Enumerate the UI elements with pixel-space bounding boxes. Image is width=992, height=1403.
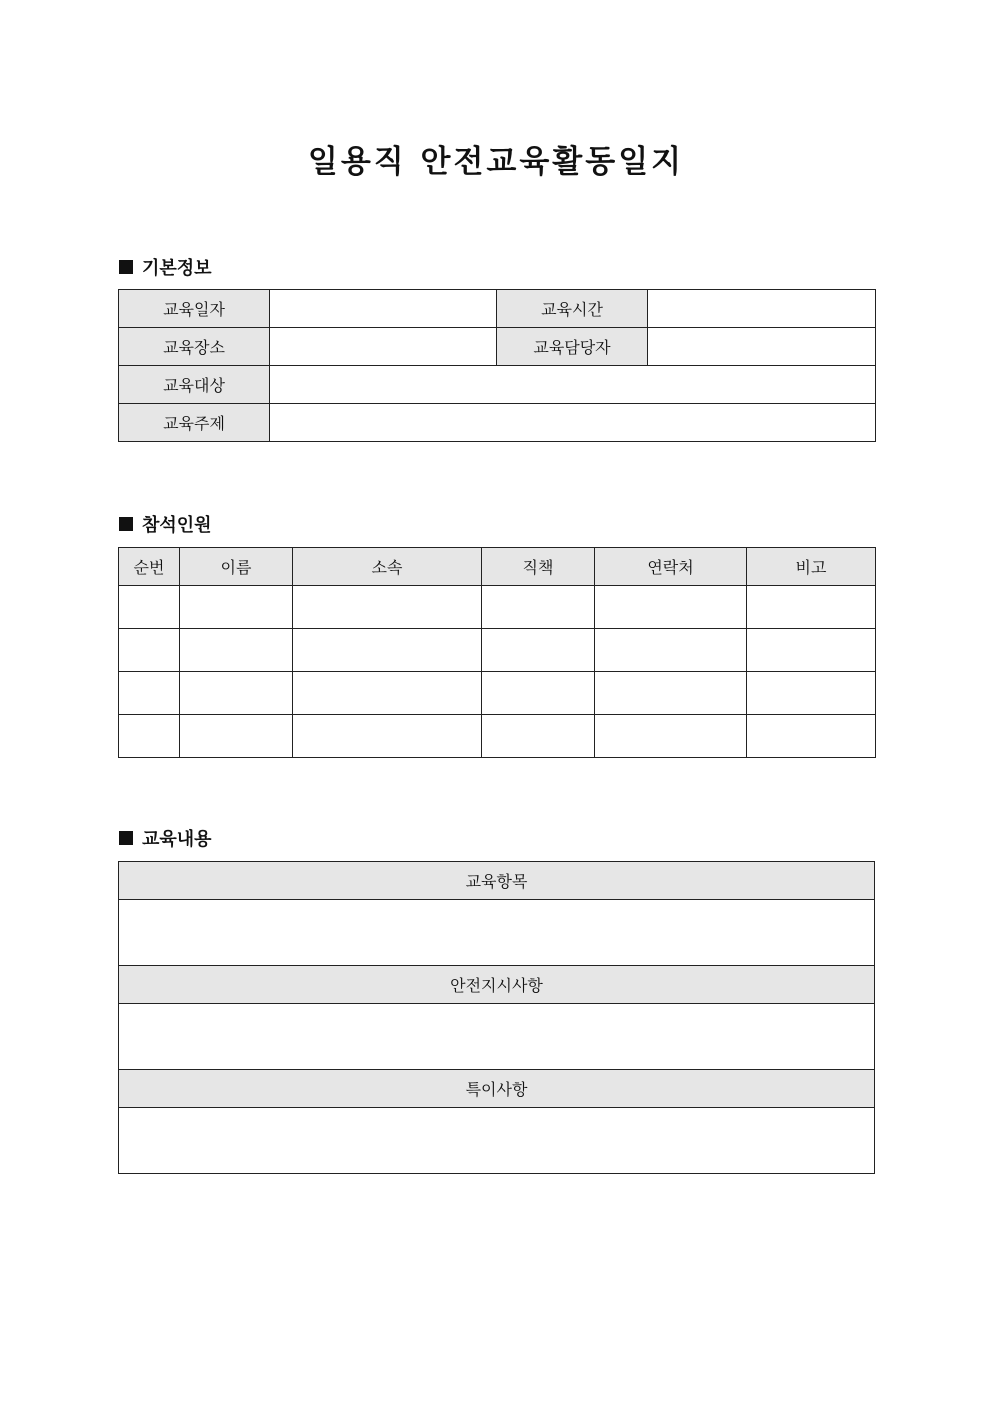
table-cell[interactable] xyxy=(595,672,747,715)
section-heading-attendees xyxy=(119,511,212,537)
table-cell[interactable] xyxy=(747,629,876,672)
table-cell[interactable] xyxy=(119,672,180,715)
table-header-row xyxy=(119,548,876,586)
table-row xyxy=(119,629,876,672)
column-header-affiliation: 소속 xyxy=(293,548,482,586)
table-header-row xyxy=(119,1070,875,1108)
table-row xyxy=(119,715,876,758)
label-education-items: 교육항목 xyxy=(119,862,875,900)
table-row xyxy=(119,1004,875,1070)
label-education-manager: 교육담당자 xyxy=(497,328,648,366)
table-cell[interactable] xyxy=(747,672,876,715)
table-cell[interactable] xyxy=(595,715,747,758)
section-heading-label: 기본정보 xyxy=(142,258,212,279)
black-square-icon xyxy=(119,517,133,531)
education-manager-field[interactable] xyxy=(648,328,876,366)
label-education-place: 교육장소 xyxy=(119,328,270,366)
black-square-icon xyxy=(119,260,133,274)
label-safety-instructions: 안전지시사항 xyxy=(119,966,875,1004)
education-topic-field[interactable] xyxy=(270,404,876,442)
table-cell[interactable] xyxy=(595,586,747,629)
table-cell[interactable] xyxy=(119,715,180,758)
table-cell[interactable] xyxy=(293,629,482,672)
table-row xyxy=(119,900,875,966)
table-cell[interactable] xyxy=(747,715,876,758)
page-title: 일용직 안전교육활동일지 xyxy=(307,144,685,180)
label-education-date: 교육일자 xyxy=(119,290,270,328)
column-header-name: 이름 xyxy=(180,548,293,586)
table-cell[interactable] xyxy=(482,629,595,672)
table-cell[interactable] xyxy=(482,715,595,758)
table-cell[interactable] xyxy=(180,715,293,758)
label-education-time: 교육시간 xyxy=(497,290,648,328)
education-date-field[interactable] xyxy=(270,290,497,328)
table-cell[interactable] xyxy=(482,586,595,629)
education-items-field[interactable] xyxy=(119,900,875,966)
education-target-field[interactable] xyxy=(270,366,876,404)
table-row xyxy=(119,1108,875,1174)
table-cell[interactable] xyxy=(747,586,876,629)
label-education-target: 교육대상 xyxy=(119,366,270,404)
basic-info-table xyxy=(118,289,876,442)
column-header-position: 직책 xyxy=(482,548,595,586)
education-time-field[interactable] xyxy=(648,290,876,328)
table-row xyxy=(119,404,876,442)
table-cell[interactable] xyxy=(119,629,180,672)
section-heading-basic-info xyxy=(119,254,212,280)
table-cell[interactable] xyxy=(180,629,293,672)
table-cell[interactable] xyxy=(595,629,747,672)
table-header-row xyxy=(119,862,875,900)
education-content-table xyxy=(118,861,875,1174)
table-cell[interactable] xyxy=(293,672,482,715)
table-cell[interactable] xyxy=(293,586,482,629)
table-cell[interactable] xyxy=(482,672,595,715)
section-heading-label: 교육내용 xyxy=(142,829,212,850)
special-notes-field[interactable] xyxy=(119,1108,875,1174)
table-cell[interactable] xyxy=(180,586,293,629)
column-header-contact: 연락처 xyxy=(595,548,747,586)
safety-instructions-field[interactable] xyxy=(119,1004,875,1070)
column-header-number: 순번 xyxy=(119,548,180,586)
label-special-notes: 특이사항 xyxy=(119,1070,875,1108)
table-row xyxy=(119,328,876,366)
table-row xyxy=(119,366,876,404)
label-education-topic: 교육주제 xyxy=(119,404,270,442)
black-square-icon xyxy=(119,831,133,845)
education-place-field[interactable] xyxy=(270,328,497,366)
table-cell[interactable] xyxy=(180,672,293,715)
table-cell[interactable] xyxy=(119,586,180,629)
section-heading-education-content xyxy=(119,825,212,851)
table-header-row xyxy=(119,966,875,1004)
column-header-remarks: 비고 xyxy=(747,548,876,586)
section-heading-label: 참석인원 xyxy=(142,515,212,536)
table-row xyxy=(119,586,876,629)
table-row xyxy=(119,672,876,715)
table-cell[interactable] xyxy=(293,715,482,758)
attendees-table xyxy=(118,547,876,758)
table-row xyxy=(119,290,876,328)
